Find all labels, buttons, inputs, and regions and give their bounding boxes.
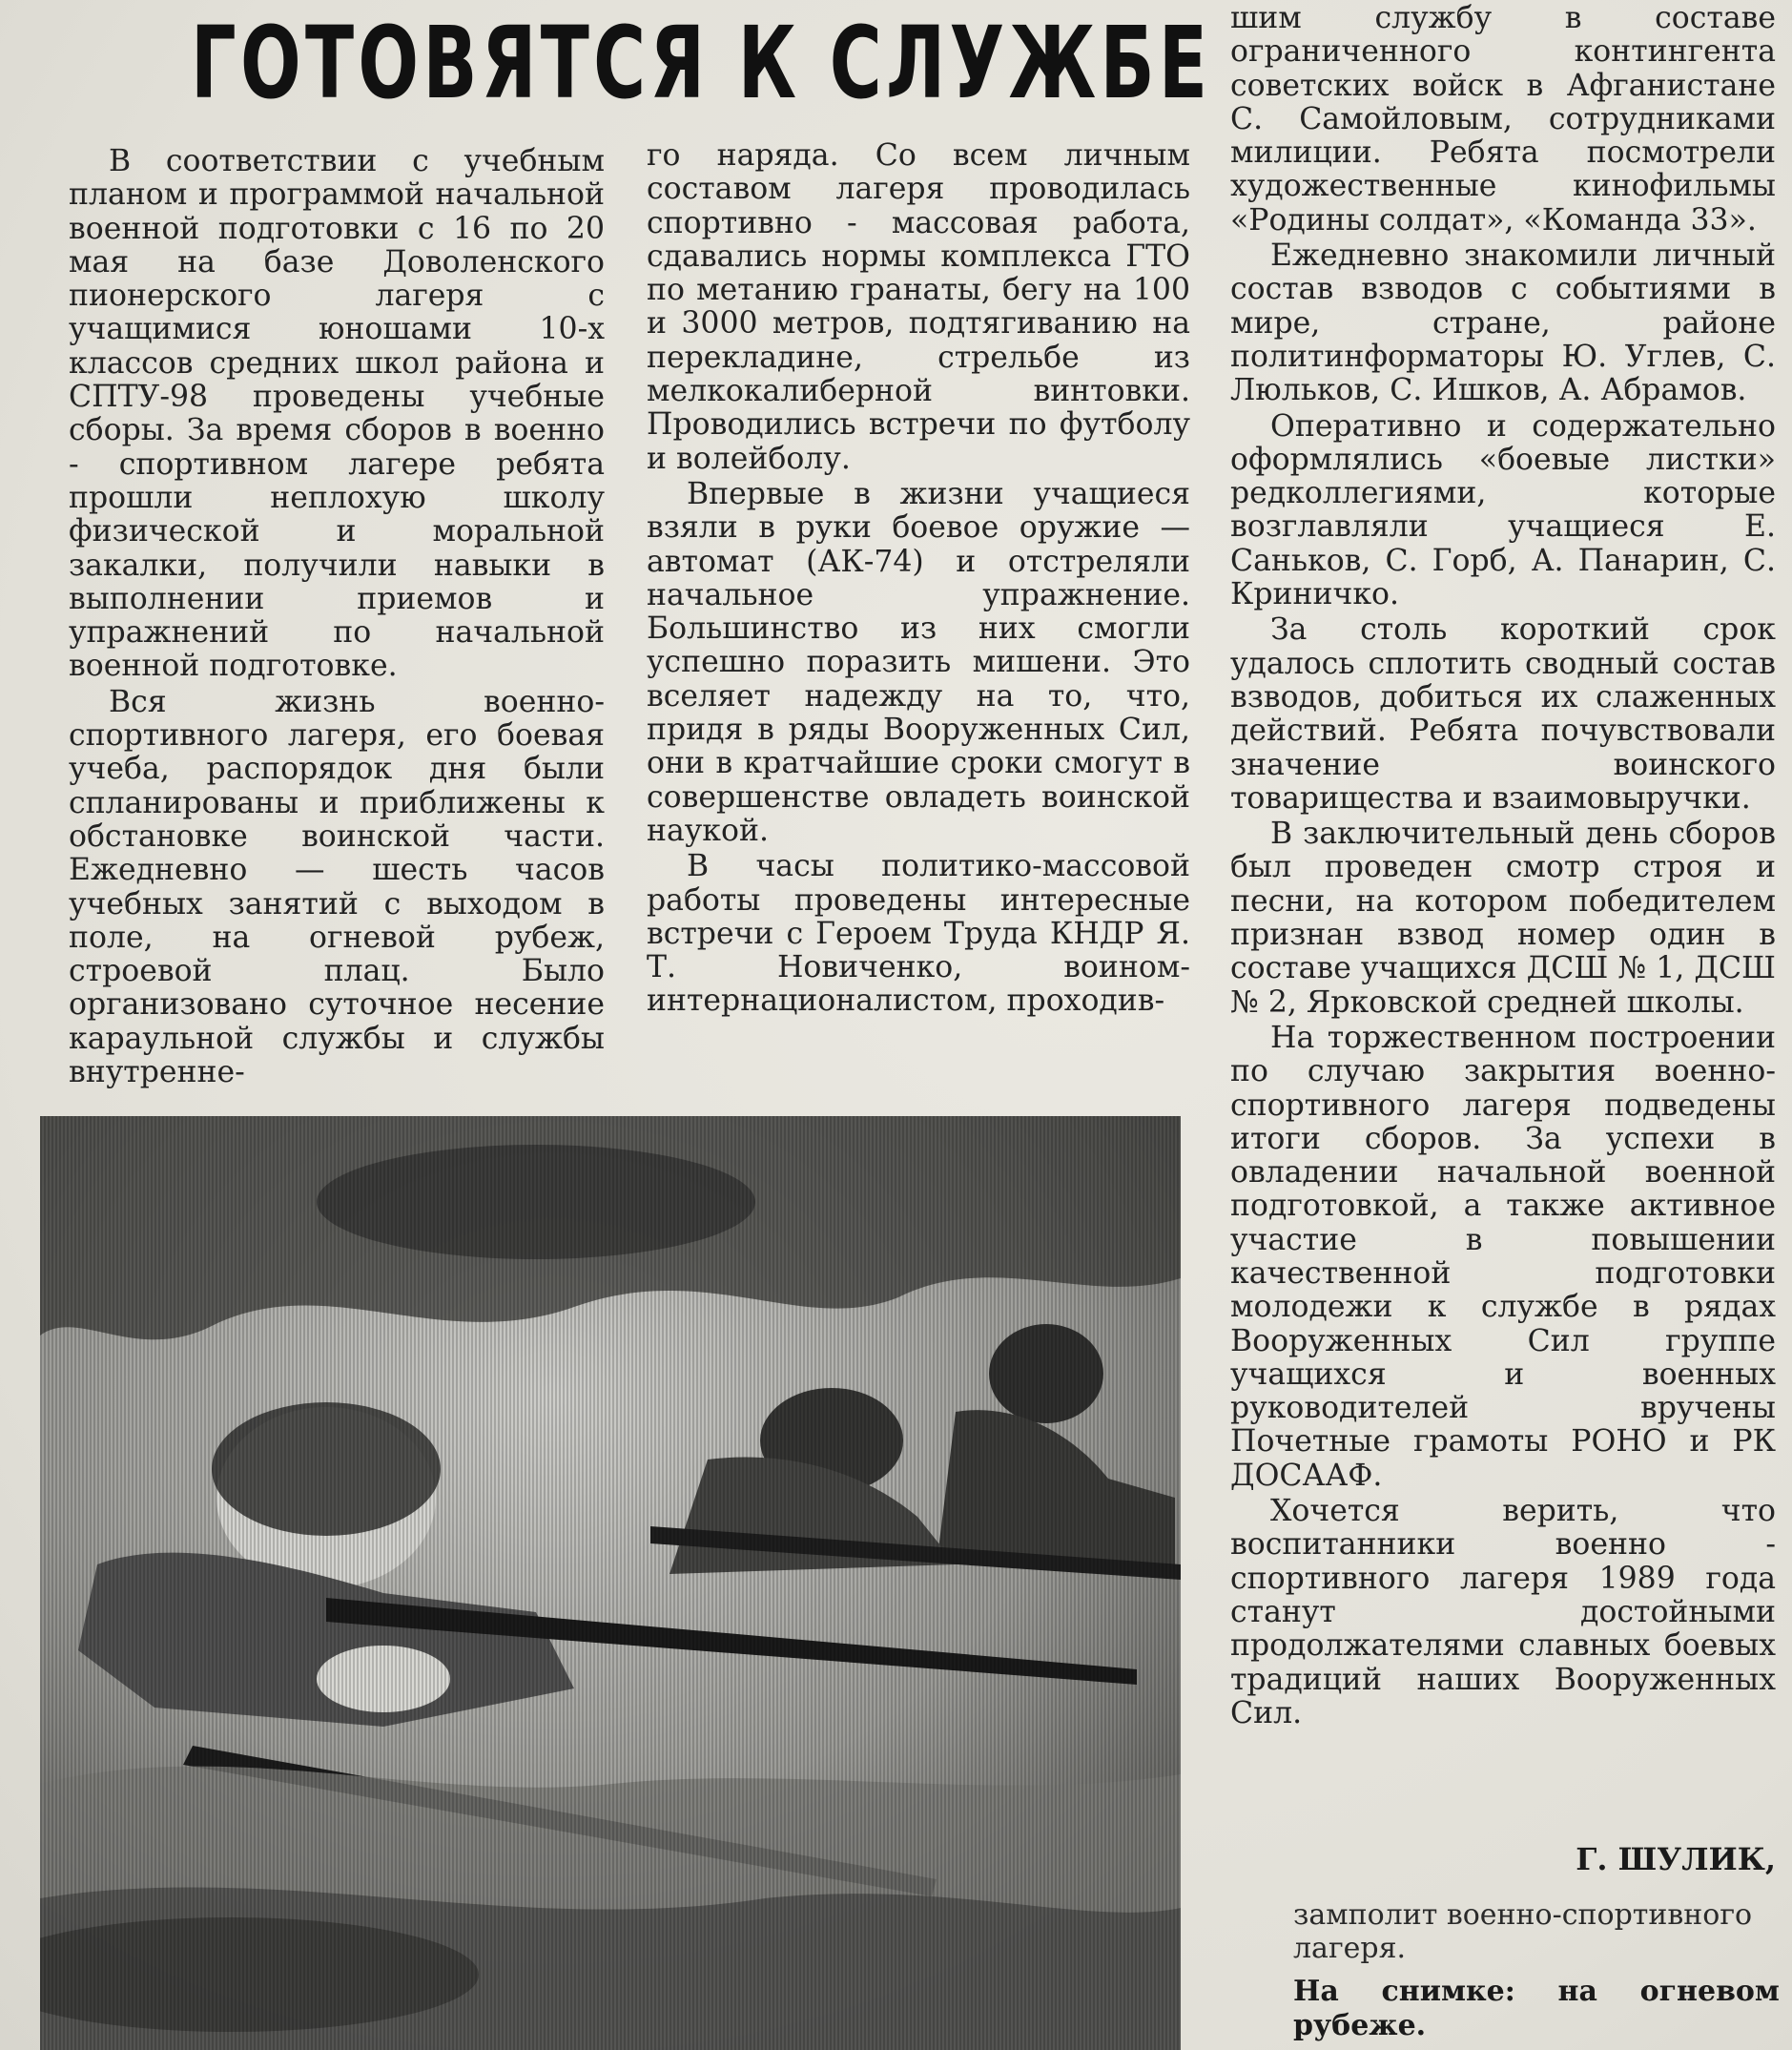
article-column-1 — [69, 145, 605, 1089]
paragraph: Хочется верить, что воспитанники военно - спортивного лагеря 1989 года станут достойными продолжателями славных боевых традиций наших Вооруженных Сил. — [1230, 1494, 1776, 1730]
author-signature: Г. ШУЛИК, — [1576, 1841, 1776, 1877]
author-role: замполит военно-спортивного лагеря. — [1293, 1898, 1753, 1965]
paragraph: шим службу в составе ограниченного контингента советских войск в Афганистане С. Самойловым, сотрудниками милиции. Ребята посмотрели художественные кинофильмы «Родины солдат», «Команда 33». — [1230, 1, 1776, 238]
photo-caption: На снимке: на огневом рубеже. — [1293, 1975, 1780, 2042]
article-headline: ГОТОВЯТСЯ К СЛУЖБЕ — [191, 5, 1212, 121]
paragraph: Вся жизнь военно-спортивного лагеря, его боевая учеба, распорядок дня были спланированы и приближены к обстановке воинской части. Ежедневно — шесть часов учебных занятий с выходом в поле, на огневой рубеж, строевой плац. Было организовано суточное несение караульной службы и службы внутренне- — [69, 684, 605, 1090]
article-column-3 — [1230, 2, 1776, 1730]
paragraph: На торжественном построении по случаю закрытия военно-спортивного лагеря подведены итоги сборов. За успехи в овладении начальной военной подготовкой, а также активное участие в повышении качественной подготовки молодежи к службе в рядах Вооруженных Сил группе учащихся и военных руководителей вручены Почетные грамоты РОНО и РК ДОСААФ. — [1230, 1020, 1776, 1493]
paragraph: Впервые в жизни учащиеся взяли в руки боевое оружие — автомат (АК-74) и отстреляли начальное упражнение. Большинство из них смогли успешно поразить мишени. Это вселяет надежду на то, что, придя в ряды Вооруженных Сил, они в кратчайшие сроки смогут в совершенстве овладеть воинской наукой. — [647, 476, 1190, 848]
paragraph: Ежедневно знакомили личный состав взводов с событиями в мире, стране, районе политинформаторы Ю. Углев, С. Люльков, С. Ишков, А. Абрамов. — [1230, 238, 1776, 408]
paragraph: Оперативно и содержательно оформлялись «боевые листки» редколлегиями, которые возглавляли учащиеся Е. Саньков, С. Горб, А. Панарин, С. Криничко. — [1230, 408, 1776, 612]
photo-illustration — [40, 1116, 1181, 2050]
paragraph: го наряда. Со всем личным составом лагеря проводилась спортивно - массовая работа, сдавались нормы комплекса ГТО по метанию гранаты, бегу на 100 и 3000 метров, подтягиванию на перекладине, стрельбе из мелкокалиберной винтовки. Проводились встречи по футболу и волейболу. — [647, 138, 1190, 476]
paragraph: В заключительный день сборов был проведен смотр строя и песни, на котором победителем признан взвод номер один в составе учащихся ДСШ № 1, ДСШ № 2, Ярковской средней школы. — [1230, 817, 1776, 1020]
paragraph: В соответствии с учебным планом и программой начальной военной подготовки с 16 по 20 мая на базе Доволенского пионерского лагеря с учащимися юношами 10-х классов средних школ района и СПТУ-98 проведены учебные сборы. За время сборов в военно - спортивном лагере ребята прошли неплохую школу физической и моральной закалки, получили навыки в выполнении приемов и упражнений по начальной военной подготовке. — [69, 144, 605, 684]
paragraph: За столь короткий срок удалось сплотить сводный состав взводов, добиться их слаженных действий. Ребята почувствовали значение воинского товарищества и взаимовыручки. — [1230, 612, 1776, 816]
article-photo — [40, 1116, 1181, 2050]
paragraph: В часы политико-массовой работы проведены интересные встречи с Героем Труда КНДР Я. Т. Новиченко, воином-интернационалистом, проходив- — [647, 849, 1190, 1019]
article-column-2 — [647, 139, 1190, 1019]
